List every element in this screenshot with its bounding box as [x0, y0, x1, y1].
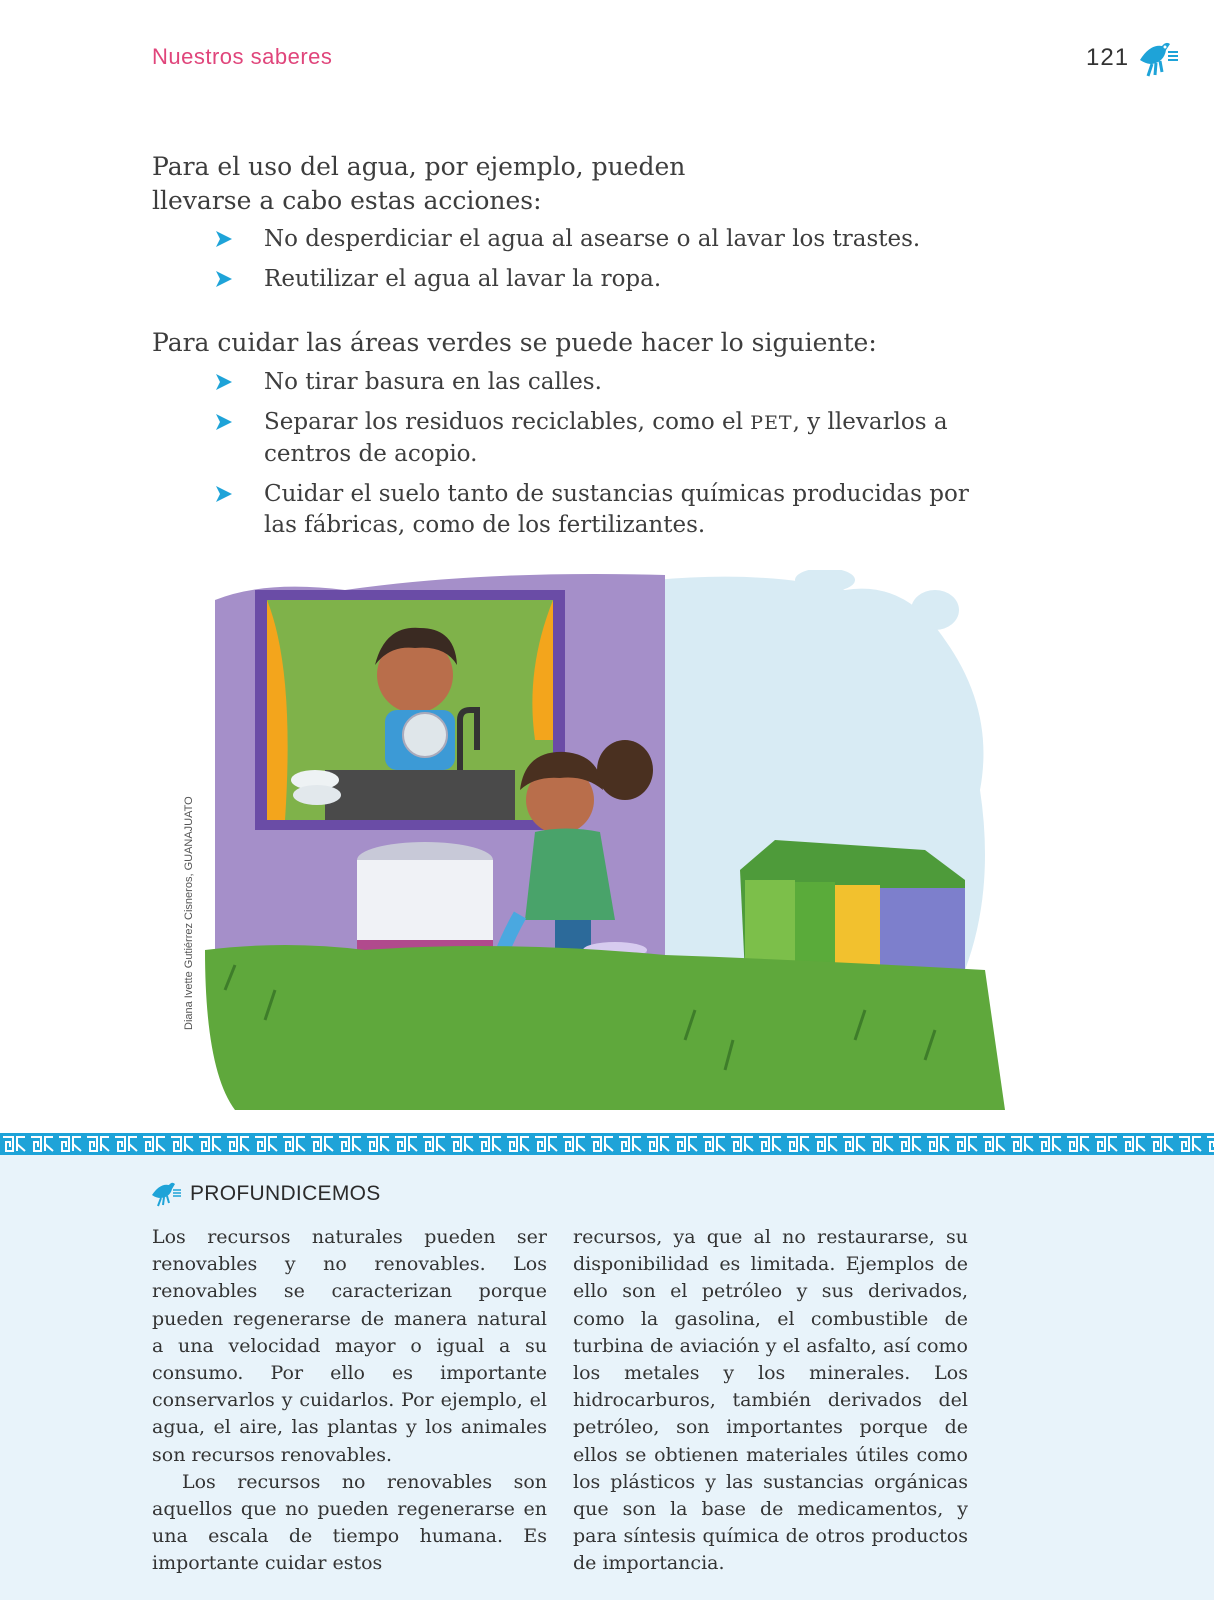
- pet-abbreviation: PET: [750, 412, 793, 434]
- paragraph: Los recursos no renovables son aquellos que no pueden regenerarse en una escala de tiempo humana. Es importante cuidar estos: [152, 1470, 547, 1575]
- water-intro: Para el uso del agua, por ejemplo, pueden llevarse a cabo estas acciones:: [152, 152, 686, 215]
- illustration-credit: Diana Ivette Gutiérrez Cisneros, GUANAJUATO: [183, 796, 195, 1030]
- water-actions-list: [214, 224, 974, 304]
- illustration-water-care-scene: [205, 570, 1005, 1110]
- arrow-bullet-icon: [214, 269, 234, 289]
- arrow-bullet-icon: [214, 229, 234, 249]
- greek-key-border: [0, 1133, 1214, 1155]
- bird-logo-icon: [150, 1180, 182, 1208]
- profundicemos-column-right: [573, 1224, 968, 1578]
- list-item: [214, 224, 974, 255]
- paragraph: Los recursos naturales pueden ser renovables y no renovables. Los renovables se caracterizan porque pueden regenerarse de manera natural a una velocidad mayor o igual a su consumo. Por ello es importante conservarlos y cuidarlos. Por ejemplo, el agua, el aire, las plantas y los animales son recursos renovables.: [152, 1226, 547, 1466]
- arrow-bullet-icon: [214, 484, 234, 504]
- profundicemos-column-left: [152, 1224, 547, 1578]
- profundicemos-title: PROFUNDICEMOS: [190, 1182, 381, 1205]
- list-item: [214, 407, 974, 470]
- green-intro: Para cuidar las áreas verdes se puede hacer lo siguiente:: [152, 328, 877, 357]
- section-title: Nuestros saberes: [152, 44, 333, 69]
- arrow-bullet-icon: [214, 412, 234, 432]
- bird-logo-icon: [1136, 38, 1180, 80]
- green-actions-list: [214, 367, 974, 550]
- list-item-text: No tirar basura en las calles.: [264, 369, 602, 395]
- list-item-text: Reutilizar el agua al lavar la ropa.: [264, 266, 662, 292]
- list-item-text: Separar los residuos reciclables, como el PET, y llevarlos a centros de acopio.: [264, 409, 948, 467]
- page-number: 121: [1086, 44, 1130, 71]
- list-item: [214, 479, 974, 541]
- list-item: [214, 367, 974, 398]
- paragraph: recursos, ya que al no restaurarse, su disponibilidad es limitada. Ejemplos de ello son el petróleo y sus derivados, como la gasolina, el combustible de turbina de aviación y el asfalto, así como los metales y los minerales. Los hidrocarburos, también derivados del petróleo, son importantes porque de ellos se obtienen materiales útiles como los plásticos y las sustancias orgánicas que son la base de medicamentos, y para síntesis química de otros productos de importancia.: [573, 1226, 968, 1575]
- profundicemos-header: [150, 1180, 381, 1208]
- list-item-text: Cuidar el suelo tanto de sustancias químicas producidas por las fábricas, como de los fertilizantes.: [264, 481, 969, 538]
- list-item: [214, 264, 974, 295]
- arrow-bullet-icon: [214, 372, 234, 392]
- list-item-text: No desperdiciar el agua al asearse o al lavar los trastes.: [264, 226, 921, 252]
